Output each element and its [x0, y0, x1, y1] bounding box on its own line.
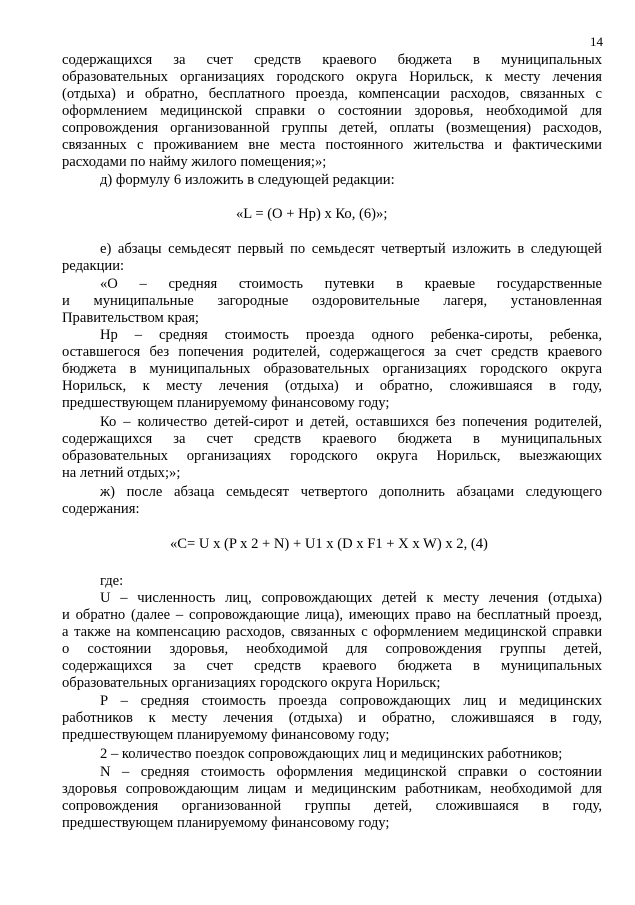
text-line: расходами по найму жилого помещения;»;: [62, 154, 327, 170]
text-line: и муниципальные загородные оздоровительные лагеря, установленная: [62, 293, 602, 309]
text-line: предшествующем планируемому финансовому году;: [62, 395, 390, 411]
text-line: работников к месту лечения (отдыха) и обратно, сложившаяся в году,: [62, 710, 602, 726]
text-line: где:: [100, 573, 124, 589]
text-line: содержащихся за счет средств краевого бюджета в муниципальных: [62, 431, 602, 447]
text-line: и обратно (далее – сопровождающие лица), имеющих право на бесплатный проезд,: [62, 607, 602, 623]
text-line: сопровождения организованной группы детей, оплаты (возмещения) расходов,: [62, 120, 602, 136]
formula-4: «C= U x (P x 2 + N) + U1 x (D x F1 + X x W) x 2, (4): [170, 536, 488, 552]
text-line: N – средняя стоимость оформления медицинской справки о состоянии: [100, 764, 602, 780]
text-line: е) абзацы семьдесят первый по семьдесят четвертый изложить в следующей: [100, 241, 602, 257]
text-line: здоровья сопровождающим лицам и медицинским работникам, необходимой для: [62, 781, 602, 797]
text-line: оформлением медицинской справки о состоянии здоровья, необходимой для: [62, 103, 602, 119]
text-line: U – численность лиц, сопровождающих детей к месту лечения (отдыха): [100, 590, 602, 606]
text-line: Р – средняя стоимость проезда сопровождающих лиц и медицинских: [100, 693, 602, 709]
text-line: Нр – средняя стоимость проезда одного ребенка-сироты, ребенка,: [100, 327, 602, 343]
text-line: «О – средняя стоимость путевки в краевые государственные: [100, 276, 602, 292]
formula-6: «L = (О + Нр) х Ко, (6)»;: [236, 206, 388, 222]
text-line: Норильск, к месту лечения (отдыха) и обратно, сложившаяся в году,: [62, 378, 602, 394]
text-line: предшествующем планируемому финансовому году;: [62, 815, 390, 831]
text-line: на летний отдых;»;: [62, 465, 181, 481]
text-line: а также на компенсацию расходов, связанных с оформлением медицинской справки: [62, 624, 602, 640]
text-line: содержащихся за счет средств краевого бюджета в муниципальных: [62, 52, 602, 68]
text-line: предшествующем планируемому финансовому году;: [62, 727, 390, 743]
text-line: оставшегося без попечения родителей, содержащегося за счет средств краевого: [62, 344, 602, 360]
text-line: связанных с проживанием вне места постоянного жительства и фактическими: [62, 137, 602, 153]
text-line: Ко – количество детей-сирот и детей, оставшихся без попечения родителей,: [100, 414, 602, 430]
text-line: 2 – количество поездок сопровождающих лиц и медицинских работников;: [100, 746, 563, 762]
text-line: д) формулу 6 изложить в следующей редакции:: [100, 172, 395, 188]
text-line: содержания:: [62, 501, 140, 517]
text-line: (отдыха) и обратно, бесплатного проезда, компенсации расходов, связанных с: [62, 86, 602, 102]
text-line: образовательных организациях городского округа Норильск;: [62, 675, 441, 691]
text-line: редакции:: [62, 258, 125, 274]
text-line: о состоянии здоровья, необходимой для сопровождения группы детей,: [62, 641, 602, 657]
text-line: содержащихся за счет средств краевого бюджета в муниципальных: [62, 658, 602, 674]
page-number: 14: [590, 34, 603, 49]
text-line: ж) после абзаца семьдесят четвертого дополнить абзацами следующего: [100, 484, 602, 500]
text-line: образовательных организациях городского округа Норильск, выезжающих: [62, 448, 602, 464]
text-line: Правительством края;: [62, 310, 199, 326]
text-line: сопровождения организованной группы детей, сложившаяся в году,: [62, 798, 602, 814]
text-line: образовательных организациях городского округа Норильск, к месту лечения: [62, 69, 602, 85]
text-line: бюджета в муниципальных образовательных организациях городского округа: [62, 361, 602, 377]
